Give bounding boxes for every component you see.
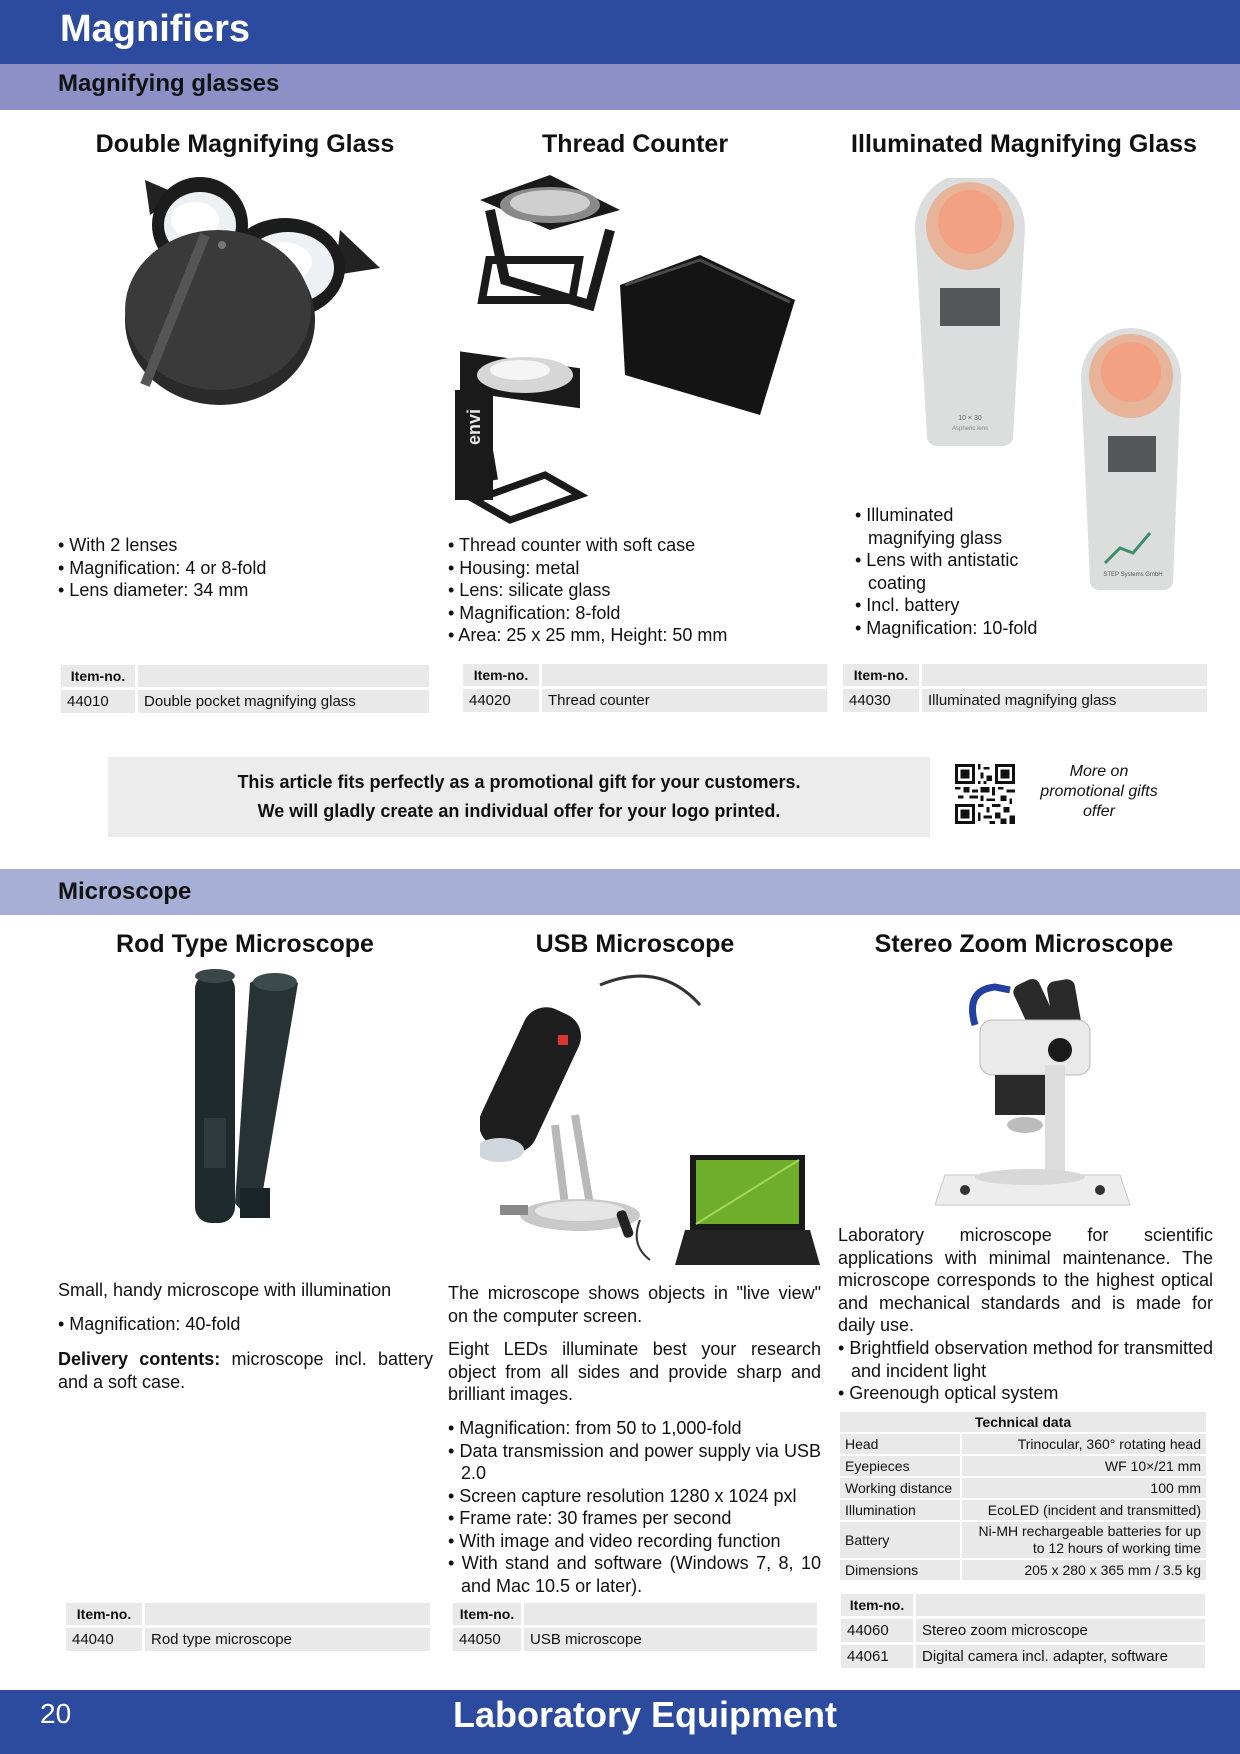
table-row xyxy=(840,1412,1206,1432)
bullets-usb-microscope xyxy=(448,1417,821,1597)
table-row xyxy=(840,1522,1206,1558)
table-row xyxy=(463,664,827,686)
usb-para-2: Eight LEDs illuminate best your research object from all sides and provide sharp and brilliant images. xyxy=(448,1339,821,1404)
table-row xyxy=(840,1434,1206,1454)
tech-data-table xyxy=(838,1410,1208,1582)
svg-text:10 × 30: 10 × 30 xyxy=(958,415,982,422)
list-item: • Lens diameter: 34 mm xyxy=(58,580,249,600)
table-row xyxy=(453,1628,817,1651)
bullets-thread-counter xyxy=(448,534,828,647)
item-description: Double pocket magnifying glass xyxy=(138,690,429,713)
tech-value: EcoLED (incident and transmitted) xyxy=(962,1500,1206,1520)
table-row xyxy=(61,665,429,687)
table-row xyxy=(840,1478,1206,1498)
item-description: Digital camera incl. adapter, software xyxy=(916,1645,1205,1668)
item-header: Item-no. xyxy=(463,664,539,686)
tech-value: WF 10×/21 mm xyxy=(962,1456,1206,1476)
svg-text:STEP Systems GmbH: STEP Systems GmbH xyxy=(1103,572,1163,578)
table-row xyxy=(840,1456,1206,1476)
stereo-microscope-image xyxy=(935,965,1135,1215)
thread-counter-image xyxy=(450,170,800,530)
list-item: • Brightfield observation method for transmitted and incident light xyxy=(838,1338,1213,1381)
product-title-illuminated-glass: Illuminated Magnifying Glass xyxy=(851,130,1197,158)
product-title-thread-counter: Thread Counter xyxy=(541,130,729,158)
table-row xyxy=(66,1628,430,1651)
list-item: • With 2 lenses xyxy=(58,535,178,555)
item-table-usb-microscope xyxy=(450,1600,820,1654)
delivery-text: microscope incl. battery and a soft case. xyxy=(58,1349,433,1392)
table-row xyxy=(840,1500,1206,1520)
table-row xyxy=(840,1560,1206,1580)
tech-label: Working distance xyxy=(840,1478,960,1498)
promo-line-2: We will gladly create an individual offer for your logo printed. xyxy=(257,801,781,821)
item-number: 44030 xyxy=(843,689,919,712)
page-title: Magnifiers xyxy=(60,8,251,50)
rod-intro: Small, handy microscope with illumination xyxy=(58,1280,392,1300)
item-header: Item-no. xyxy=(843,664,919,686)
table-row xyxy=(66,1603,430,1625)
product-title-usb-microscope: USB Microscope xyxy=(535,930,735,958)
list-item: • Data transmission and power supply via USB 2.0 xyxy=(448,1440,821,1483)
product-title-stereo-microscope: Stereo Zoom Microscope xyxy=(874,930,1174,958)
list-item: • Thread counter with soft case xyxy=(448,535,696,555)
table-row xyxy=(841,1594,1205,1616)
item-table-double-glass xyxy=(58,662,432,716)
table-row xyxy=(841,1645,1205,1668)
item-description: Thread counter xyxy=(542,689,827,712)
tech-value: 205 x 280 x 365 mm / 3.5 kg xyxy=(962,1560,1206,1580)
bullets-double-glass xyxy=(58,534,438,602)
item-description: Illuminated magnifying glass xyxy=(922,689,1207,712)
item-number: 44020 xyxy=(463,689,539,712)
stereo-para: Laboratory microscope for scientific applications with minimal maintenance. The microscope corresponds to the highest optical and mechanical standards and is made for daily use. xyxy=(838,1225,1213,1335)
item-header: Item-no. xyxy=(453,1603,521,1625)
item-header: Item-no. xyxy=(61,665,135,687)
promo-box xyxy=(108,757,930,837)
list-item: • Illuminated magnifying glass xyxy=(855,505,1003,548)
list-item: • Lens with antistatic coating xyxy=(855,550,1019,593)
qr-caption: More on promotional gifts offer xyxy=(1040,763,1158,820)
double-magnifier-image xyxy=(110,170,390,430)
list-item: • With image and video recording function xyxy=(448,1530,781,1551)
list-item: • Area: 25 x 25 mm, Height: 50 mm xyxy=(448,625,728,645)
list-item: • Magnification: 10-fold xyxy=(855,617,1038,638)
list-item: • With stand and software (Windows 7, 8, 10 and Mac 10.5 or later). xyxy=(448,1553,821,1596)
item-description: Rod type microscope xyxy=(145,1628,430,1651)
rod-microscope-image xyxy=(180,968,320,1228)
item-header: Item-no. xyxy=(66,1603,142,1625)
table-row xyxy=(843,689,1207,712)
item-header: Item-no. xyxy=(841,1594,913,1616)
item-number: 44040 xyxy=(66,1628,142,1651)
bullets-stereo-microscope xyxy=(838,1337,1213,1405)
product-title-rod-microscope: Rod Type Microscope xyxy=(116,930,374,958)
tech-value: Ni-MH rechargeable batteries for up to 12 hours of working time xyxy=(962,1522,1206,1558)
item-number: 44060 xyxy=(841,1619,913,1642)
list-item: • Lens: silicate glass xyxy=(448,580,611,600)
svg-text:Aspheric lens: Aspheric lens xyxy=(951,426,989,432)
usb-para-1: The microscope shows objects in "live view" on the computer screen. xyxy=(448,1283,821,1326)
section-title-microscope: Microscope xyxy=(58,878,192,905)
tech-label: Battery xyxy=(840,1522,960,1558)
page-number: 20 xyxy=(40,1698,72,1729)
table-row xyxy=(463,689,827,712)
usb-microscope-image xyxy=(480,965,820,1275)
item-number: 44010 xyxy=(61,690,135,713)
promo-line-1: This article fits perfectly as a promotional gift for your customers. xyxy=(237,772,801,792)
table-row xyxy=(453,1603,817,1625)
table-row xyxy=(61,690,429,713)
tech-value: Trinocular, 360° rotating head xyxy=(962,1434,1206,1454)
item-table-thread-counter xyxy=(460,661,830,715)
tech-label: Eyepieces xyxy=(840,1456,960,1476)
product-title-double-glass: Double Magnifying Glass xyxy=(95,130,395,158)
list-item: • Magnification: 4 or 8-fold xyxy=(58,557,267,578)
item-table-stereo-microscope xyxy=(838,1591,1208,1671)
rod-delivery xyxy=(58,1348,433,1393)
list-item: • Greenough optical system xyxy=(838,1383,1059,1403)
svg-text:envi: envi xyxy=(464,408,484,445)
item-table-rod-microscope xyxy=(63,1600,433,1654)
item-number: 44050 xyxy=(453,1628,521,1651)
section-title-magnifying-glasses: Magnifying glasses xyxy=(58,70,280,97)
tech-header: Technical data xyxy=(840,1412,1206,1432)
bullets-illuminated-glass xyxy=(855,504,1040,639)
item-table-illuminated-glass xyxy=(840,661,1210,715)
item-description: Stereo zoom microscope xyxy=(916,1619,1205,1642)
delivery-label: Delivery contents: xyxy=(58,1349,221,1369)
list-item: • Magnification: 8-fold xyxy=(448,602,621,623)
list-item: • Magnification: from 50 to 1,000-fold xyxy=(448,1418,742,1438)
tech-label: Head xyxy=(840,1434,960,1454)
item-number: 44061 xyxy=(841,1645,913,1668)
list-item: • Screen capture resolution 1280 x 1024 pxl xyxy=(448,1485,797,1506)
tech-value: 100 mm xyxy=(962,1478,1206,1498)
list-item: • Incl. battery xyxy=(855,595,960,615)
tech-label: Dimensions xyxy=(840,1560,960,1580)
tech-label: Illumination xyxy=(840,1500,960,1520)
list-item: • Frame rate: 30 frames per second xyxy=(448,1508,732,1528)
qr-code-icon[interactable] xyxy=(955,764,1015,824)
item-description: USB microscope xyxy=(524,1628,817,1651)
table-row xyxy=(843,664,1207,686)
rod-bullet: • Magnification: 40-fold xyxy=(58,1314,241,1334)
promo-text xyxy=(108,757,930,826)
table-row xyxy=(841,1619,1205,1642)
list-item: • Housing: metal xyxy=(448,557,580,578)
footer-title: Laboratory Equipment xyxy=(452,1694,838,1735)
